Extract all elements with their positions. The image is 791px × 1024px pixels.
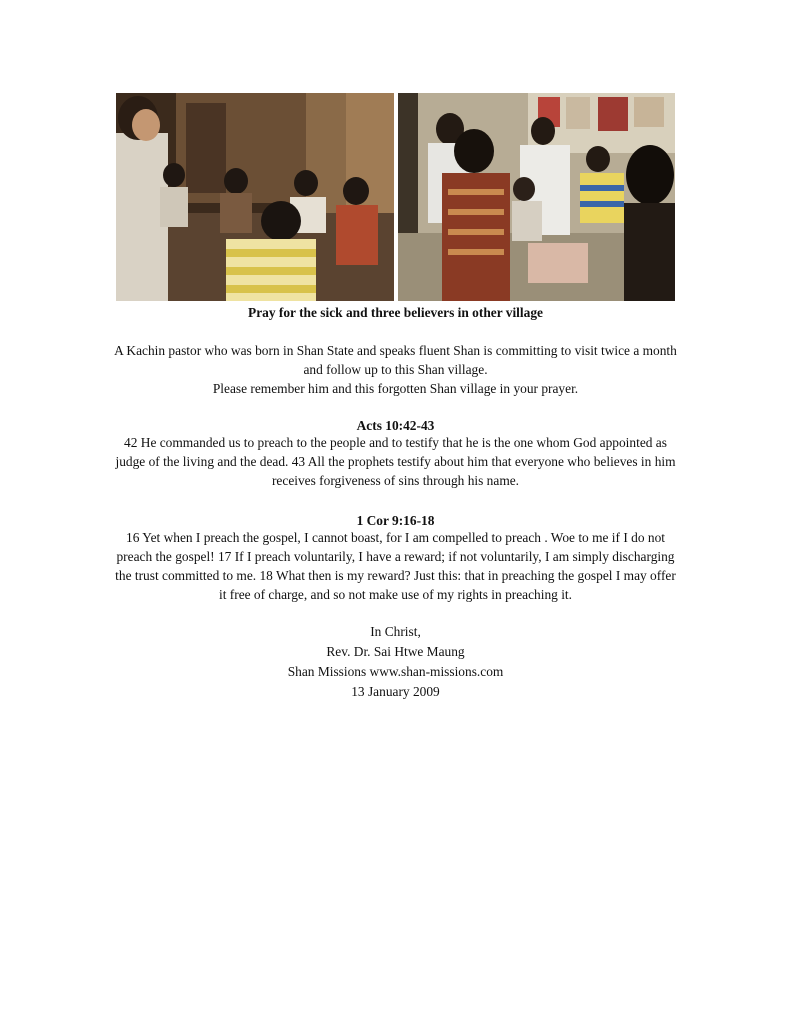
photo-group-praying (116, 93, 394, 301)
photo-laying-on-hands-image (398, 93, 675, 301)
scripture-reference-acts: Acts 10:42-43 (356, 418, 435, 433)
scripture-line: 16 Yet when I preach the gospel, I cannot boast, for I am compelled to preach . Woe to me if I do not (126, 530, 665, 545)
scripture-line: 42 He commanded us to preach to the people and to testify that he is the one whom God appointed as (124, 435, 667, 450)
photo-caption: Pray for the sick and three believers in other village (248, 305, 543, 320)
signature-organization: Shan Missions www.shan-missions.com (287, 664, 504, 679)
intro-line: Please remember him and this forgotten Shan village in your prayer. (212, 381, 579, 396)
scripture-line: preach the gospel! 17 If I preach voluntarily, I have a reward; if not voluntarily, I am simply discharging (116, 549, 675, 564)
scripture-line: the trust committed to me. 18 What then is my reward? Just this: that in preaching the gospel I may offer (115, 568, 676, 583)
signature-closing: In Christ, (370, 624, 421, 639)
intro-line: A Kachin pastor who was born in Shan State and speaks fluent Shan is committing to visit twice a month (114, 343, 677, 358)
photo-row (116, 93, 675, 301)
signature-name: Rev. Dr. Sai Htwe Maung (326, 644, 465, 659)
scripture-text-acts (80, 433, 711, 490)
scripture-reference-corinthians: 1 Cor 9:16-18 (356, 513, 435, 528)
scripture-line: receives forgiveness of sins through his name. (271, 473, 520, 488)
photo-laying-on-hands (398, 93, 675, 301)
scripture-line: it free of charge, and so not make use of my rights in preaching it. (218, 587, 572, 602)
scripture-text-corinthians (80, 528, 711, 604)
photo-group-praying-image (116, 93, 394, 301)
scripture-line: judge of the living and the dead. 43 All the prophets testify about him that everyone who believes in him (115, 454, 676, 469)
signature-block (80, 622, 711, 702)
intro-paragraph (80, 341, 711, 398)
signature-date: 13 January 2009 (351, 684, 440, 699)
intro-line: and follow up to this Shan village. (303, 362, 488, 377)
